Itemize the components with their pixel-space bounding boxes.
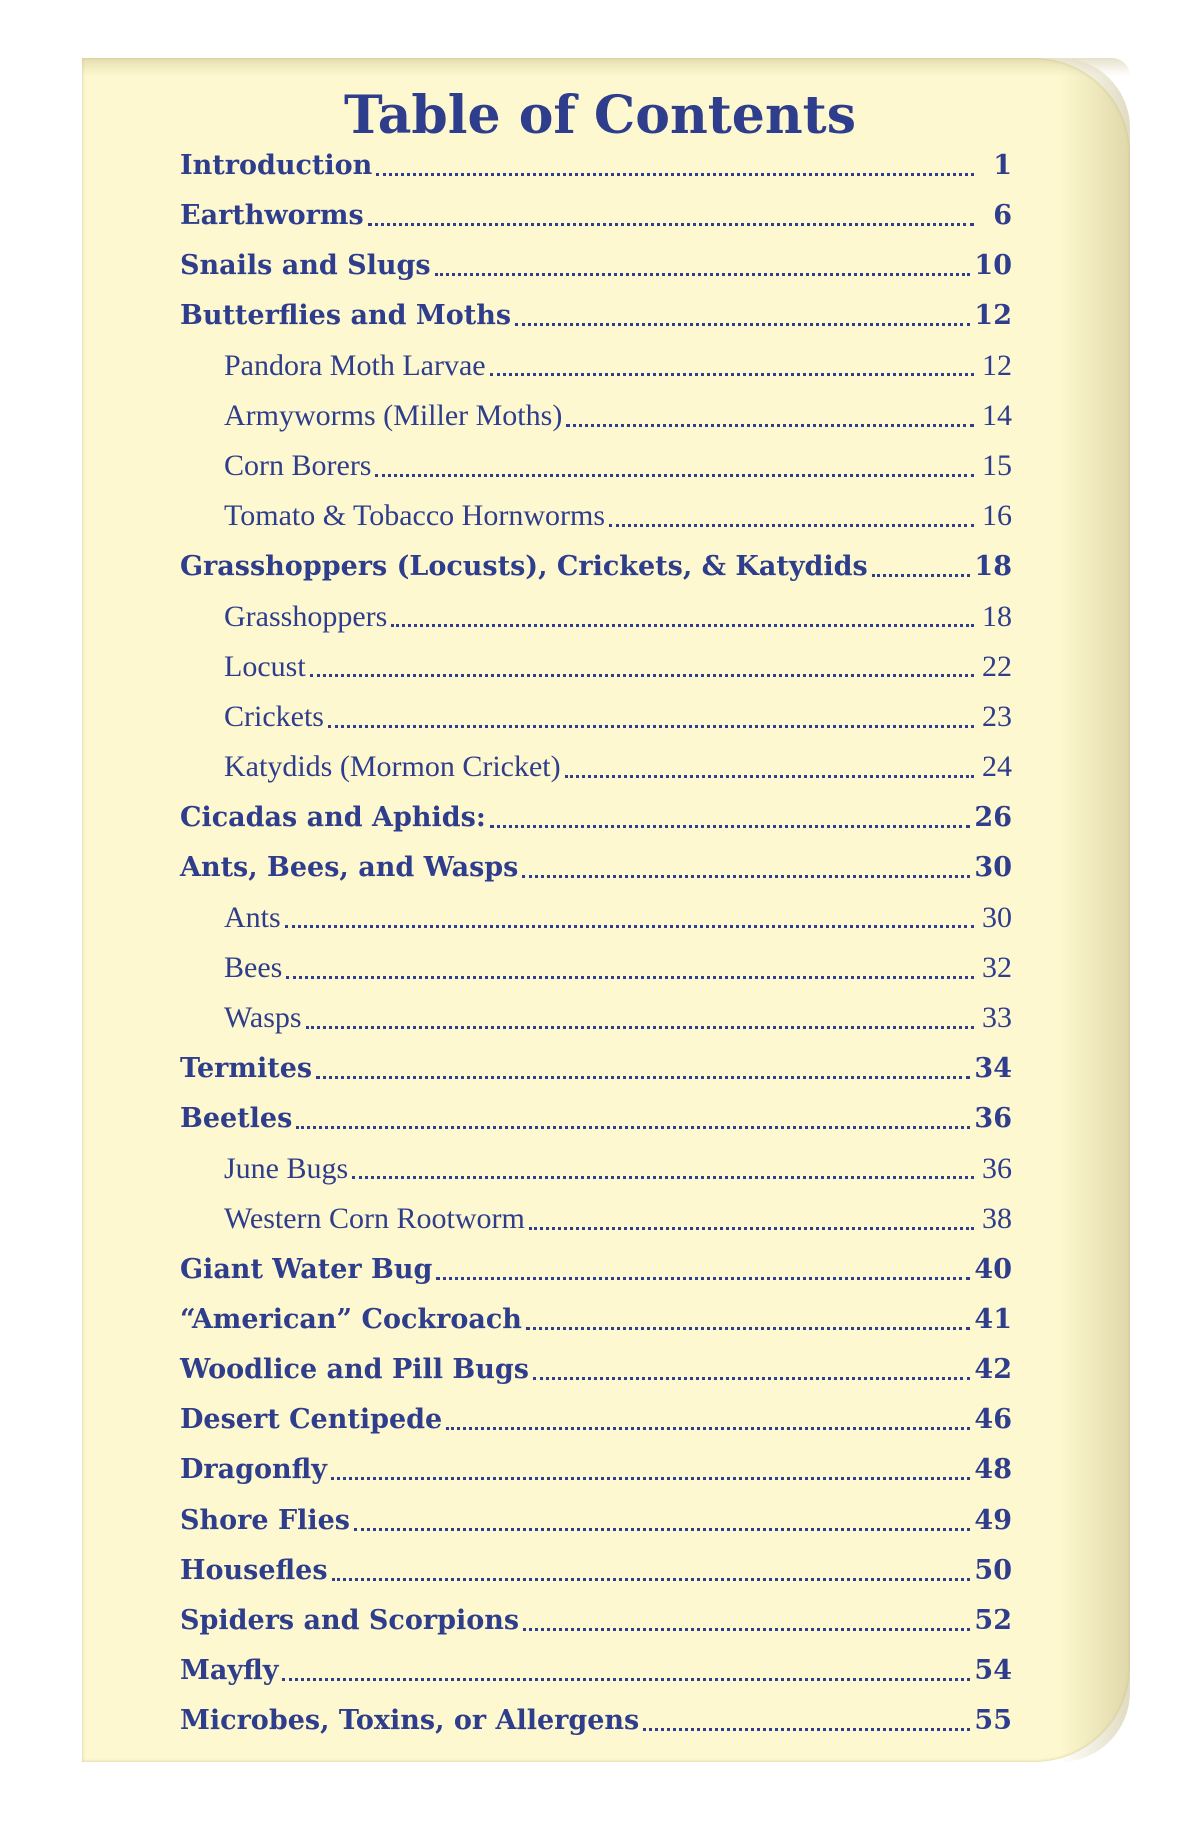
toc-entry-label: “American” Cockroach (180, 1303, 522, 1335)
toc-page-number: 23 (982, 700, 1012, 734)
toc-page-number: 15 (982, 449, 1012, 483)
dot-leader (566, 424, 974, 427)
toc-entry-label: Butterflies and Moths (180, 300, 512, 332)
toc-page-number: 30 (974, 852, 1012, 884)
toc-page-number: 50 (974, 1554, 1012, 1586)
toc-entry-label: Katydids (Mormon Cricket) (224, 750, 561, 784)
toc-subentry[interactable] (180, 391, 1012, 441)
toc-page-number: 14 (982, 399, 1012, 433)
toc-entry-label: Cicadas and Aphids: (180, 802, 486, 834)
toc-page-number: 49 (974, 1504, 1012, 1536)
dot-leader (529, 1227, 974, 1230)
toc-page-number: 42 (974, 1354, 1012, 1386)
dot-leader (435, 273, 971, 276)
dot-leader (285, 925, 974, 928)
toc-page-number: 48 (974, 1454, 1012, 1486)
toc-list (180, 140, 1012, 1746)
dot-leader (490, 373, 974, 376)
dot-leader (375, 474, 974, 477)
toc-entry-label: Desert Centipede (180, 1404, 443, 1436)
dot-leader (565, 775, 974, 778)
toc-page-number: 52 (974, 1605, 1012, 1637)
toc-entry-label: Pandora Moth Larvae (224, 348, 486, 382)
dot-leader (446, 1427, 970, 1430)
dot-leader (368, 223, 974, 226)
toc-subentry[interactable] (180, 491, 1012, 541)
dot-leader (872, 574, 971, 577)
toc-entry-label: Ants, Bees, and Wasps (180, 852, 519, 884)
toc-entry[interactable] (180, 792, 1012, 842)
toc-entry[interactable] (180, 1345, 1012, 1395)
toc-subentry[interactable] (180, 592, 1012, 642)
dot-leader (296, 1126, 970, 1129)
dot-leader (522, 875, 970, 878)
toc-entry[interactable] (180, 1294, 1012, 1344)
toc-page-number: 46 (974, 1404, 1012, 1436)
toc-entry-label: Tomato & Tobacco Hornworms (224, 499, 606, 533)
dot-leader (515, 323, 970, 326)
toc-entry-label: Snails and Slugs (180, 249, 431, 281)
dot-leader (376, 173, 974, 176)
toc-entry-label: Woodlice and Pill Bugs (180, 1354, 529, 1386)
toc-entry[interactable] (180, 1395, 1012, 1445)
toc-page-number: 41 (974, 1303, 1012, 1335)
page-edge-shadow-top (82, 58, 1130, 76)
toc-page-number: 18 (982, 599, 1012, 633)
toc-page-number: 55 (974, 1705, 1012, 1737)
toc-subentry[interactable] (180, 742, 1012, 792)
toc-entry-label: Beetles (180, 1103, 293, 1135)
toc-entry[interactable] (180, 291, 1012, 341)
toc-entry-label: Giant Water Bug (180, 1253, 433, 1285)
toc-entry-label: Wasps (224, 1001, 302, 1035)
dot-leader (391, 624, 974, 627)
dot-leader (286, 976, 974, 979)
toc-entry-label: Crickets (224, 700, 324, 734)
page-edge-shadow-right (1060, 58, 1130, 1762)
toc-page-number: 36 (974, 1103, 1012, 1135)
toc-entry[interactable] (180, 1043, 1012, 1093)
toc-subentry[interactable] (180, 642, 1012, 692)
toc-subentry[interactable] (180, 893, 1012, 943)
toc-entry[interactable] (180, 240, 1012, 290)
toc-page-number: 36 (982, 1151, 1012, 1185)
toc-entry-label: Spiders and Scorpions (180, 1605, 520, 1637)
dot-leader (328, 725, 974, 728)
toc-entry-label: Termites (180, 1052, 313, 1084)
dot-leader (352, 1176, 974, 1179)
dot-leader (282, 1678, 970, 1681)
toc-page-number: 32 (982, 951, 1012, 985)
dot-leader (609, 524, 974, 527)
toc-entry[interactable] (180, 1094, 1012, 1144)
toc-entry-label: Introduction (180, 149, 373, 181)
toc-page-number: 30 (982, 900, 1012, 934)
toc-entry[interactable] (180, 190, 1012, 240)
toc-entry[interactable] (180, 1696, 1012, 1746)
page-title: Table of Contents (344, 85, 856, 146)
toc-entry-label: Locust (224, 649, 306, 683)
toc-entry-label: Earthworms (180, 199, 364, 231)
toc-entry[interactable] (180, 1595, 1012, 1645)
toc-page-number: 38 (982, 1202, 1012, 1236)
dot-leader (331, 1477, 970, 1480)
toc-subentry[interactable] (180, 993, 1012, 1043)
dot-leader (332, 1578, 971, 1581)
dot-leader (316, 1076, 970, 1079)
toc-entry-label: Grasshoppers (Locusts), Crickets, & Katydids (180, 551, 868, 583)
dot-leader (354, 1528, 970, 1531)
toc-page-number: 12 (982, 348, 1012, 382)
toc-page-number: 22 (982, 649, 1012, 683)
toc-entry-label: June Bugs (224, 1151, 349, 1185)
toc-page-number: 26 (974, 802, 1012, 834)
toc-entry-label: Housefles (180, 1554, 328, 1586)
dot-leader (490, 825, 971, 828)
toc-entry-label: Corn Borers (224, 449, 372, 483)
toc-entry-label: Microbes, Toxins, or Allergens (180, 1705, 640, 1737)
toc-subentry[interactable] (180, 692, 1012, 742)
toc-entry[interactable] (180, 1495, 1012, 1545)
toc-page-number: 1 (993, 149, 1012, 181)
toc-subentry[interactable] (180, 1194, 1012, 1244)
toc-entry-label: Bees (224, 951, 283, 985)
toc-entry-label: Armyworms (Miller Moths) (224, 399, 563, 433)
toc-entry[interactable] (180, 140, 1012, 190)
toc-entry-label: Grasshoppers (224, 599, 388, 633)
dot-leader (643, 1728, 970, 1731)
dot-leader (523, 1628, 970, 1631)
toc-page-number: 24 (982, 750, 1012, 784)
toc-page-number: 33 (982, 1001, 1012, 1035)
toc-subentry[interactable] (180, 1144, 1012, 1194)
toc-entry-label: Dragonfly (180, 1454, 327, 1486)
toc-page-number: 18 (974, 551, 1012, 583)
toc-subentry[interactable] (180, 441, 1012, 491)
toc-entry[interactable] (180, 843, 1012, 893)
toc-page-number: 10 (974, 249, 1012, 281)
toc-page-number: 34 (974, 1052, 1012, 1084)
dot-leader (310, 674, 974, 677)
toc-entry[interactable] (180, 1545, 1012, 1595)
dot-leader (533, 1377, 970, 1380)
toc-entry-label: Ants (224, 900, 281, 934)
toc-entry[interactable] (180, 542, 1012, 592)
toc-entry[interactable] (180, 1244, 1012, 1294)
toc-page-number: 40 (974, 1253, 1012, 1285)
dot-leader (436, 1277, 970, 1280)
toc-entry-label: Mayfly (180, 1655, 279, 1687)
toc-entry[interactable] (180, 1445, 1012, 1495)
toc-entry-label: Western Corn Rootworm (224, 1202, 525, 1236)
toc-page-number: 12 (974, 300, 1012, 332)
toc-subentry[interactable] (180, 943, 1012, 993)
toc-subentry[interactable] (180, 341, 1012, 391)
dot-leader (526, 1327, 970, 1330)
toc-entry-label: Shore Flies (180, 1504, 351, 1536)
dot-leader (306, 1026, 974, 1029)
toc-page-number: 6 (993, 199, 1012, 231)
toc-page-number: 54 (974, 1655, 1012, 1687)
toc-entry[interactable] (180, 1646, 1012, 1696)
toc-page-number: 16 (982, 499, 1012, 533)
